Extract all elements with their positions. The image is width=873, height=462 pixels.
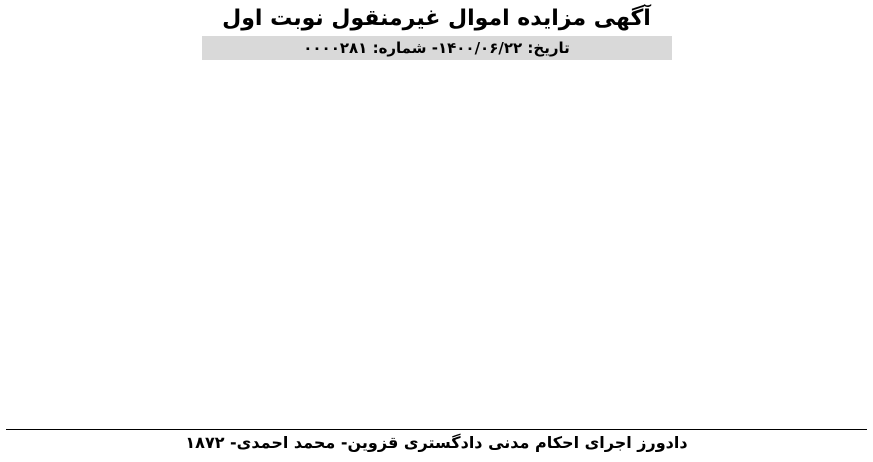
notice-title: آگهی مزایده اموال غیرمنقول نوبت اول: [222, 6, 651, 31]
date-number-line: تاریخ: ۱۴۰۰/۰۶/۲۲- شماره: ۰۰۰۰۲۸۱: [202, 36, 672, 60]
notice-body: [6, 68, 867, 408]
body-column-right: [585, 68, 867, 408]
body-column-left: [6, 68, 288, 408]
signature-footer: دادورز اجرای احکام مدنی دادگستری قزوین- محمد احمدی- ۱۸۷۲: [6, 429, 867, 456]
body-column-middle: [296, 68, 578, 408]
